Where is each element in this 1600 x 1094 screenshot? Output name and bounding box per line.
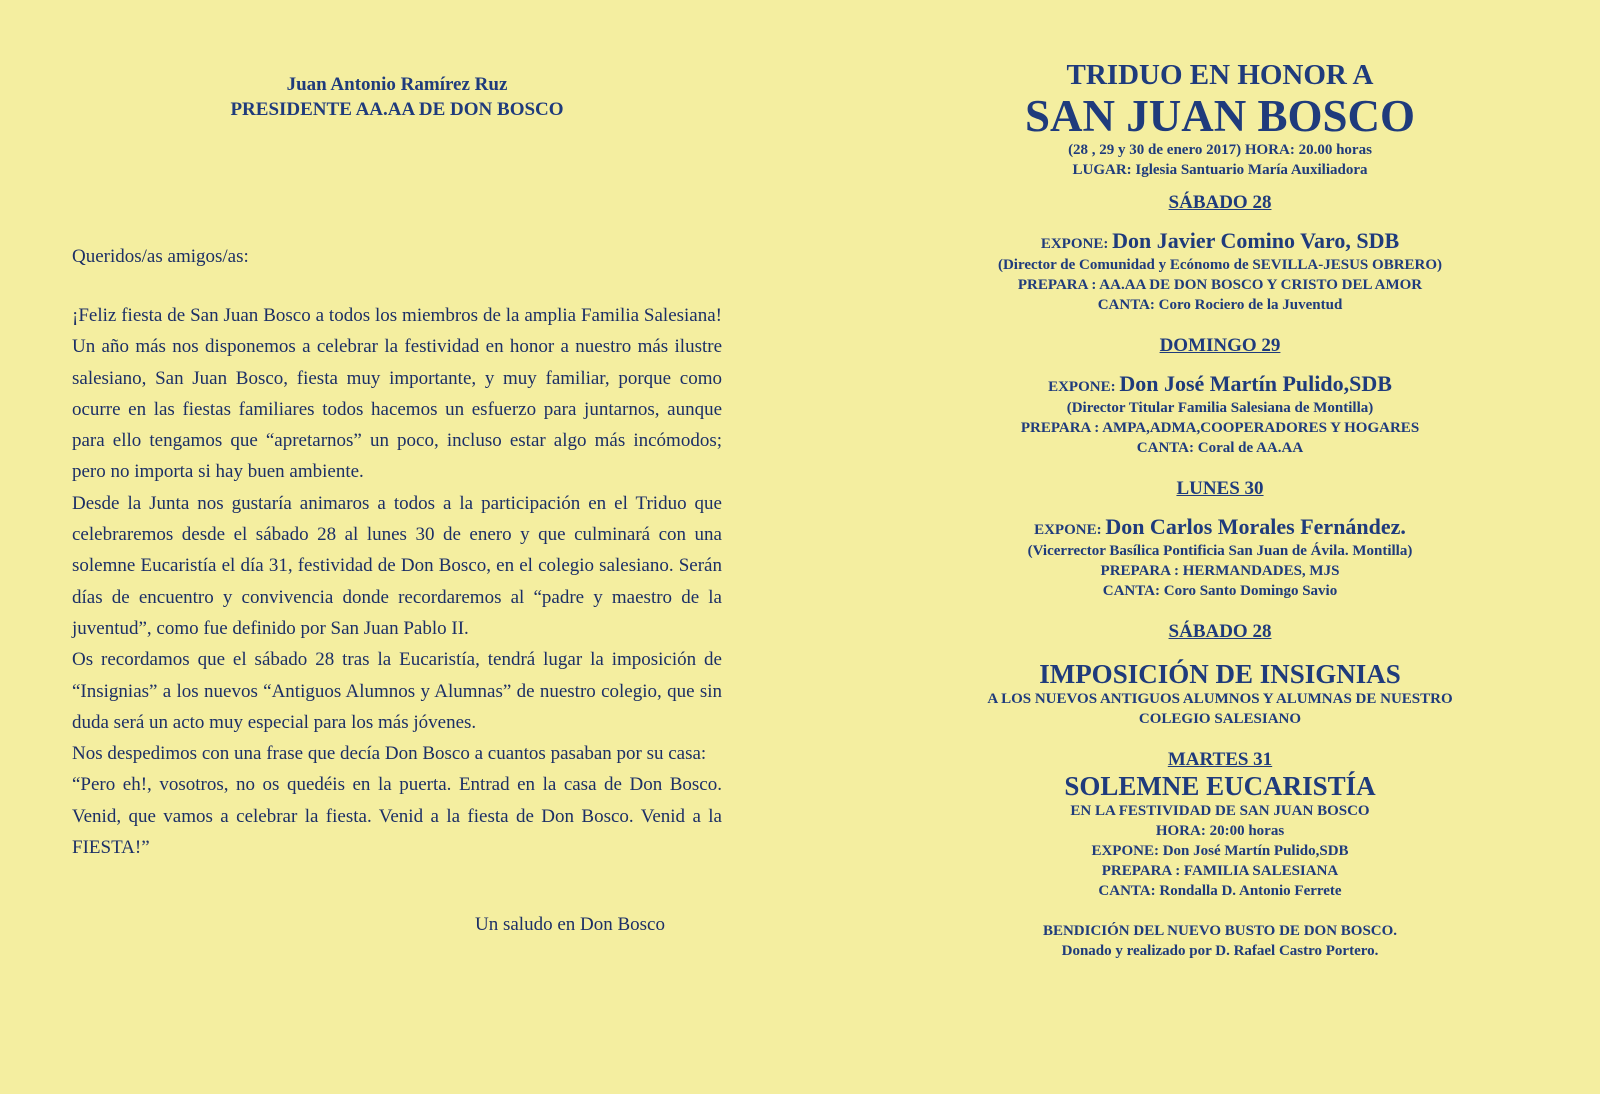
insignias-line: COLEGIO SALESIANO <box>1138 711 1302 727</box>
speaker-role: (Vicerrector Basílica Pontificia San Juan de Ávila. Montilla) <box>1027 543 1413 559</box>
canta-line: CANTA: Coro Santo Domingo Savio <box>1102 583 1338 599</box>
letter-header <box>72 72 722 122</box>
program-panel <box>950 58 1490 961</box>
letter-paragraph: Nos despedimos con una frase que decía Don Bosco a cuantos pasaban por su casa: <box>72 743 707 765</box>
program-title-line2: SAN JUAN BOSCO <box>1024 91 1416 141</box>
letter-closing: Un saludo en Don Bosco <box>475 914 665 935</box>
speaker-role: (Director de Comunidad y Ecónomo de SEVILLA-JESUS OBRERO) <box>997 257 1443 273</box>
author-name: Juan Antonio Ramírez Ruz <box>286 74 508 95</box>
expose-line <box>950 516 1490 541</box>
insignias-line: A LOS NUEVOS ANTIGUOS ALUMNOS Y ALUMNAS DE NUESTRO <box>987 691 1453 707</box>
speaker-role: (Director Titular Familia Salesiana de Montilla) <box>1066 400 1374 416</box>
expose-line <box>950 230 1490 255</box>
program-dates: (28 , 29 y 30 de enero 2017) HORA: 20.00 horas <box>1068 142 1372 158</box>
expose-line <box>950 373 1490 398</box>
expose-label: EXPONE: <box>1034 522 1102 538</box>
eucaristia-line: CANTA: Rondalla D. Antonio Ferrete <box>1098 883 1342 899</box>
bendicion-line: BENDICIÓN DEL NUEVO BUSTO DE DON BOSCO. <box>1042 923 1398 939</box>
eucaristia-line: EXPONE: Don José Martín Pulido,SDB <box>1091 843 1349 859</box>
prepara-line: PREPARA : AMPA,ADMA,COOPERADORES Y HOGARES <box>1020 420 1420 436</box>
letter-paragraph: “Pero eh!, vosotros, no os quedéis en la puerta. Entrad en la casa de Don Bosco. Venid, que vamos a celebrar la fiesta. Venid a la fiesta de Don Bosco. Venid a la FIESTA!” <box>72 774 722 859</box>
prepara-line: PREPARA : HERMANDADES, MJS <box>1100 563 1340 579</box>
letter-paragraph: Os recordamos que el sábado 28 tras la Eucaristía, tendrá lugar la imposición de “Insignias” a los nuevos “Antiguos Alumnos y Alumnas” de nuestro colegio, que sin duda será un acto muy especial para los más jóvenes. <box>72 649 722 733</box>
eucaristia-line: EN LA FESTIVIDAD DE SAN JUAN BOSCO <box>1070 803 1370 819</box>
expose-label: EXPONE: <box>1040 236 1109 252</box>
program-place: LUGAR: Iglesia Santuario María Auxiliadora <box>1072 162 1368 178</box>
insignias-title: IMPOSICIÓN DE INSIGNIAS <box>1039 659 1401 689</box>
speaker-name: Don José Martín Pulido,SDB <box>1119 371 1392 396</box>
eucaristia-line: HORA: 20:00 horas <box>1155 823 1285 839</box>
letter-body <box>72 300 722 863</box>
day-heading: DOMINGO 29 <box>1159 335 1281 356</box>
letter-paragraph: ¡Feliz fiesta de San Juan Bosco a todos los miembros de la amplia Familia Salesiana! Un año más nos disponemos a celebrar la festividad en honor a nuestro más ilustre salesiano, San Juan Bosco, fiesta muy importante, y muy familiar, porque como ocurre en las fiestas familiares todos hacemos un esfuerzo para juntarnos, aunque para ello tengamos que “apretarnos” un poco, incluso estar algo más incómodos; pero no importa si hay buen ambiente. <box>72 305 722 483</box>
author-title: PRESIDENTE AA.AA DE DON BOSCO <box>230 99 564 120</box>
letter-paragraph: Desde la Junta nos gustaría animaros a todos a la participación en el Triduo que celebraremos desde el sábado 28 al lunes 30 de enero y que culminará con una solemne Eucaristía el día 31, festividad de Don Bosco, en el colegio salesiano. Serán días de encuentro y convivencia donde recordaremos al “padre y maestro de la juventud”, como fue definido por San Juan Pablo II. <box>72 492 722 639</box>
day-heading: SÁBADO 28 <box>1168 621 1272 642</box>
speaker-name: Don Carlos Morales Fernández. <box>1105 514 1406 539</box>
eucaristia-line: PREPARA : FAMILIA SALESIANA <box>1101 863 1339 879</box>
day-heading: LUNES 30 <box>1176 478 1264 499</box>
canta-line: CANTA: Coro Rociero de la Juventud <box>1097 297 1343 313</box>
day-heading: SÁBADO 28 <box>1168 192 1272 213</box>
program-title-line1: TRIDUO EN HONOR A <box>1066 59 1374 91</box>
speaker-name: Don Javier Comino Varo, SDB <box>1112 228 1400 253</box>
bendicion-line: Donado y realizado por D. Rafael Castro Portero. <box>1061 943 1379 959</box>
canta-line: CANTA: Coral de AA.AA <box>1136 440 1304 456</box>
day-heading: MARTES 31 <box>1167 749 1273 770</box>
letter-greeting: Queridos/as amigos/as: <box>72 246 249 267</box>
expose-label: EXPONE: <box>1048 379 1116 395</box>
prepara-line: PREPARA : AA.AA DE DON BOSCO Y CRISTO DEL AMOR <box>1017 277 1423 293</box>
eucaristia-title: SOLEMNE EUCARISTÍA <box>1064 771 1376 801</box>
